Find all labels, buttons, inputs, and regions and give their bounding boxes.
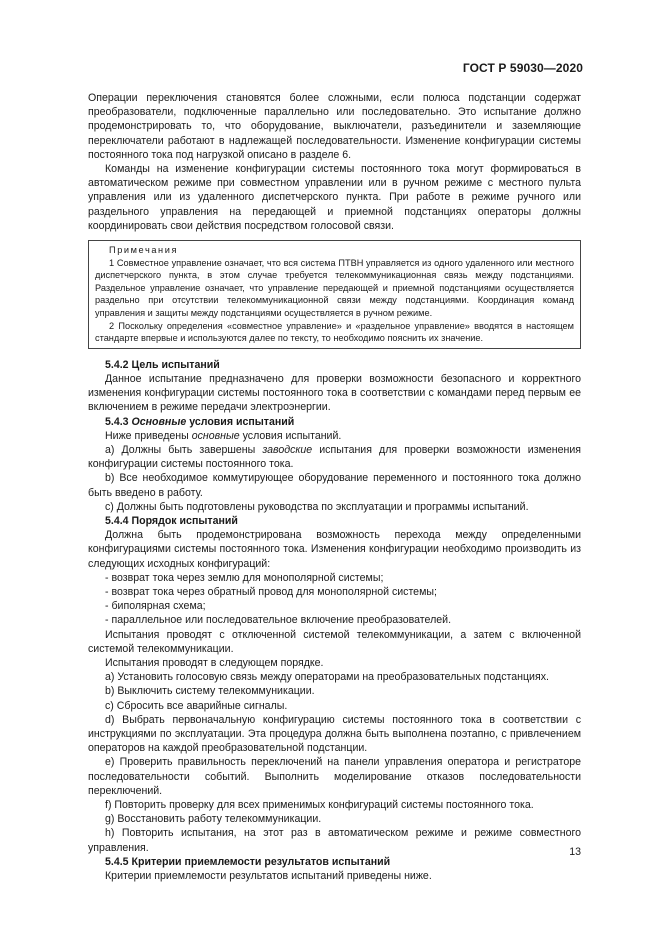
document-body: [88, 91, 581, 883]
standard-header: ГОСТ Р 59030—2020: [462, 61, 583, 75]
paragraph: Критерии приемлемости результатов испытаний приведены ниже.: [105, 870, 432, 883]
notes-title: Примечания: [109, 245, 179, 256]
list-item: - параллельное или последовательное включение преобразователей.: [105, 614, 452, 627]
page-number: 13: [569, 846, 581, 858]
paragraph: Данное испытание предназначено для проверки возможности безопасного и корректного изменения конфигурации системы постоянного тока в соответствии с командами перед первым ее включением в режиме передачи электроэнергии.: [88, 372, 581, 414]
paragraph: Ниже приведены основные условия испытаний.: [105, 429, 342, 442]
section-heading-5-4-5: 5.4.5 Критерии приемлемости результатов испытаний: [105, 855, 391, 868]
paragraph: Операции переключения становятся более сложными, если полюса подстанции содержат преобразователи, подключенные параллельно или последовательно. Это испытание должно продемонстрировать то, что оборудование, выключатели, разъединители и заземляющие переключатели работают в надлежащей последовательности. Изменение конфигурации системы постоянного тока под нагрузкой описано в разделе 6.: [88, 92, 581, 161]
list-item: - возврат тока через обратный провод для монополярной системы;: [105, 586, 437, 599]
note-1: 1 Совместное управление означает, что вся система ПТВН управляется из одного удаленного или местного диспетчерского пункта, в этом случае требуется телекоммуникационная связь между подстанциями. Раздельное управление означает, что управление передающей и приемной подстанциями осуществляется раздельно при отсутствии телекоммуникационной связи между подстанциями. Координация команд управления и защиты между подстанциями осуществляется в ручном режиме.: [95, 257, 574, 318]
list-item: - биполярная схема;: [105, 600, 206, 613]
list-item: b) Все необходимое коммутирующее оборудование переменного и постоянного тока должно быть введено в работу.: [88, 472, 581, 499]
list-item: е) Проверить правильность переключений на панели управления оператора и регистраторе последовательности событий. Выполнить моделирование отказов последовательности переключений.: [88, 756, 581, 797]
list-item: с) Должны быть подготовлены руководства по эксплуатации и программы испытаний.: [105, 500, 529, 513]
list-item: h) Повторить испытания, на этот раз в автоматическом режиме и режиме совместного управления.: [88, 827, 581, 854]
list-item: - возврат тока через землю для монополярной системы;: [105, 571, 384, 584]
section-heading-5-4-4: 5.4.4 Порядок испытаний: [105, 515, 238, 528]
list-item: с) Сбросить все аварийные сигналы.: [105, 699, 288, 712]
list-item: d) Выбрать первоначальную конфигурацию системы постоянного тока в соответствии с инструкциями по эксплуатации. Эта процедура должна быть выполнена поэтапно, с привлечением операторов на каждой преобразовательной подстанции.: [88, 713, 581, 755]
paragraph: Испытания проводят в следующем порядке.: [105, 657, 324, 670]
list-item: а) Должны быть завершены заводские испытания для проверки возможности изменения конфигурации системы постоянного тока.: [88, 444, 581, 471]
paragraph: Команды на изменение конфигурации системы постоянного тока могут формироваться в автоматическом режиме при совместном управлении или в ручном режиме с местного пульта управления или из удаленного диспетчерского пункта. При работе в режиме ручного или раздельного управления на передающей и приемной подстанциях операторы должны координировать свои действия посредством голосовой связи.: [88, 163, 581, 232]
section-heading-5-4-3: 5.4.3 Основные условия испытаний: [105, 415, 295, 428]
list-item: а) Установить голосовую связь между операторами на преобразовательных подстанциях.: [105, 671, 549, 684]
list-item: g) Восстановить работу телекоммуникации.: [105, 813, 322, 826]
notes-box: [88, 240, 581, 349]
note-2: 2 Поскольку определения «совместное управление» и «раздельное управление» вводятся в настоящем стандарте впервые и используются далее по тексту, то необходимо пояснить их значение.: [95, 320, 574, 344]
list-item: b) Выключить систему телекоммуникации.: [105, 685, 315, 698]
section-heading-5-4-2: 5.4.2 Цель испытаний: [105, 358, 220, 371]
paragraph: Испытания проводят с отключенной системой телекоммуникации, а затем с включенной системой телекоммуникации.: [88, 628, 581, 655]
list-item: f) Повторить проверку для всех применимых конфигураций системы постоянного тока.: [105, 799, 534, 812]
paragraph: Должна быть продемонстрирована возможность перехода между определенными конфигурациями системы постоянного тока. Изменения конфигурации необходимо производить из следующих исходных конфигураций:: [88, 529, 581, 570]
